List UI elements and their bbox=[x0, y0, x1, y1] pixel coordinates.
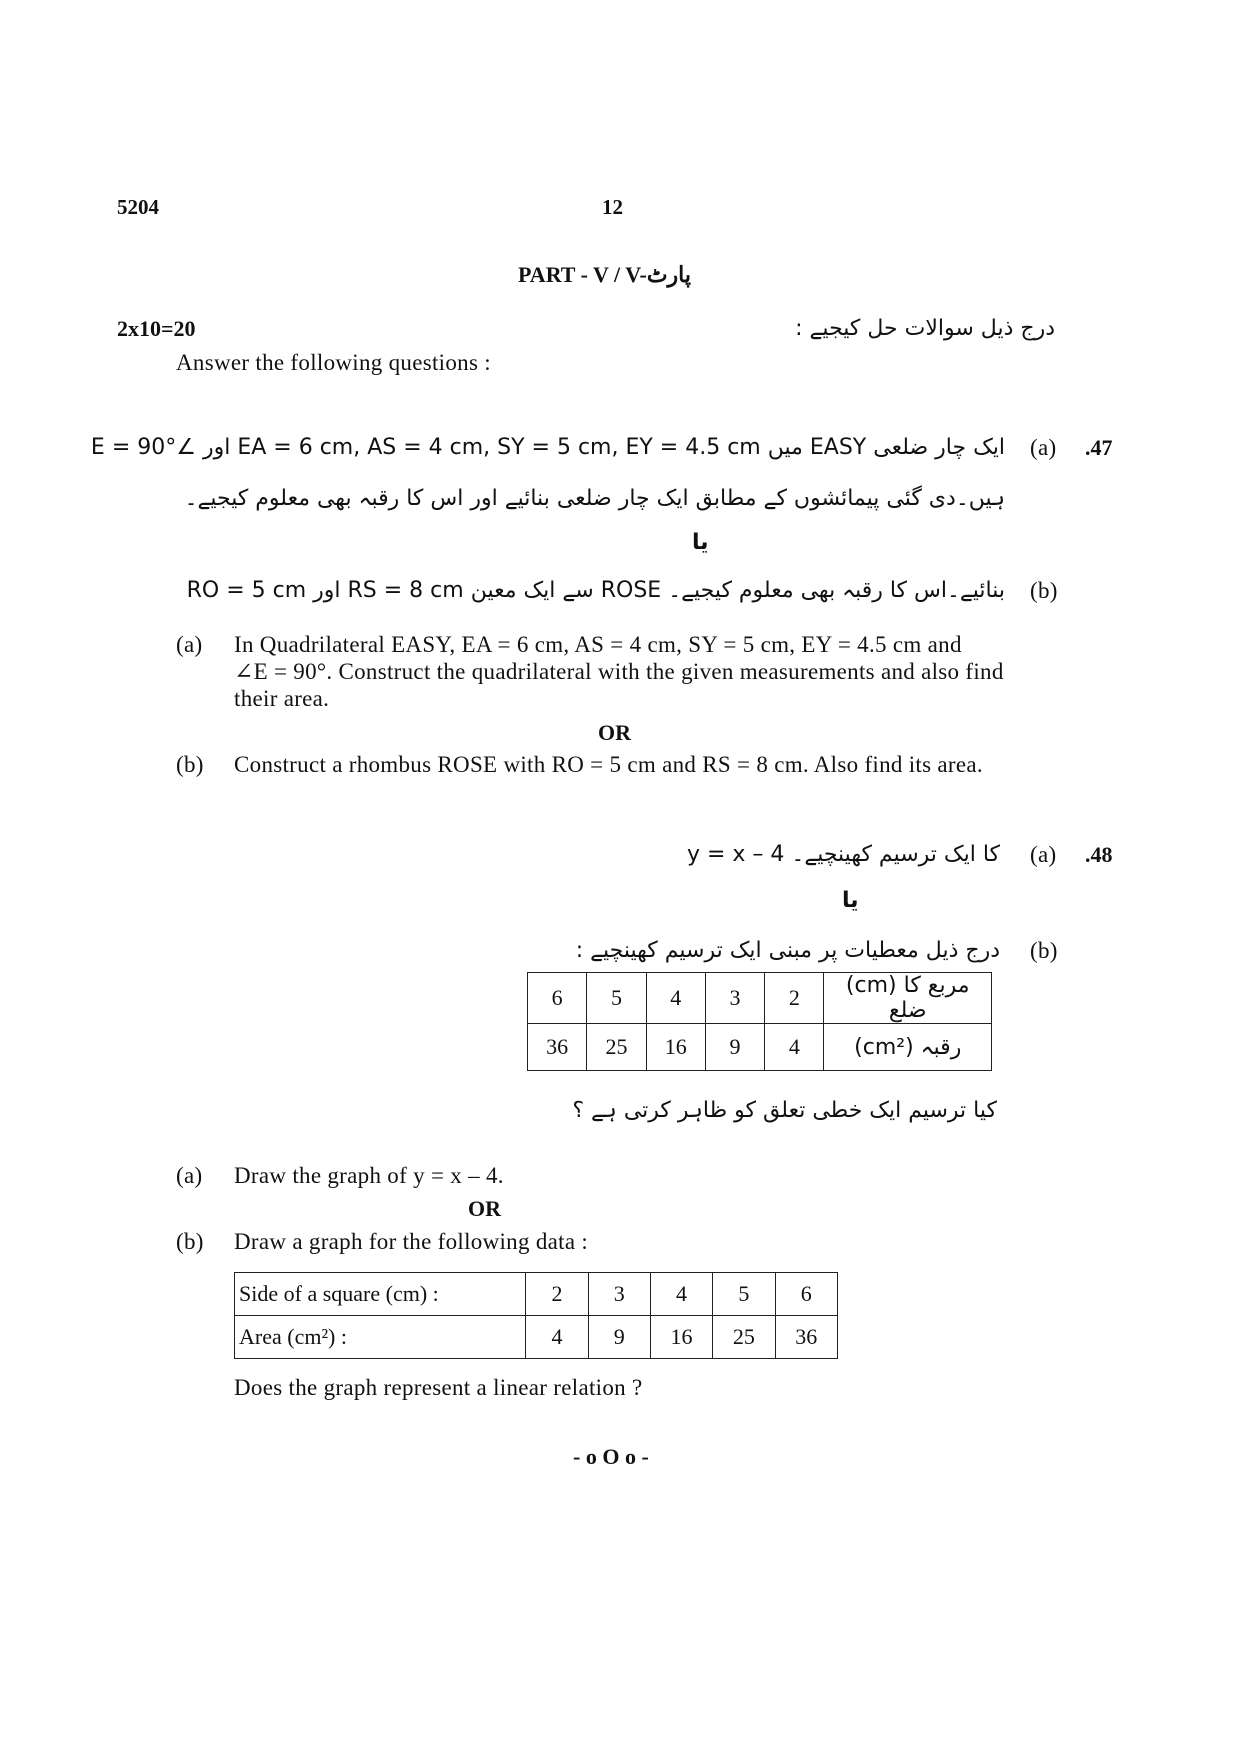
instruction-urdu: درج ذیل سوالات حل کیجیے : bbox=[795, 316, 1055, 341]
instruction-english: Answer the following questions : bbox=[176, 350, 491, 375]
q47-english-b-label: (b) bbox=[176, 752, 204, 777]
table-row-label: (cm) مربع کا ضلع bbox=[824, 973, 992, 1024]
table-row-label: (cm²) رقبہ bbox=[824, 1024, 992, 1071]
q48-english-b-label: (b) bbox=[176, 1229, 204, 1254]
q48-english-or: OR bbox=[468, 1196, 501, 1221]
english-data-table bbox=[234, 1272, 838, 1359]
table-cell: 5 bbox=[587, 973, 646, 1024]
q47-urdu-or: یا bbox=[692, 530, 709, 555]
table-cell: 36 bbox=[775, 1316, 837, 1359]
q48-number: .48 bbox=[1085, 842, 1113, 867]
q48-urdu-b-label: (b) bbox=[1030, 938, 1058, 963]
q47-number: .47 bbox=[1085, 435, 1113, 460]
q47-urdu-a-line1: ایک چار ضلعی EASY میں EA = 6 cm, AS = 4 cm, SY = 5 cm, EY = 4.5 cm اور ∠E = 90° bbox=[90, 435, 1005, 460]
table-cell: 25 bbox=[713, 1316, 775, 1359]
table-cell: 9 bbox=[705, 1024, 764, 1071]
table-cell: 16 bbox=[646, 1024, 705, 1071]
q48-english-a-label: (a) bbox=[176, 1163, 203, 1188]
table-row-label: Area (cm²) : bbox=[235, 1316, 526, 1359]
q47-urdu-b: RO = 5 cm اور RS = 8 cm سے ایک معین ROSE بنائیے۔اس کا رقبہ بھی معلوم کیجیے۔ bbox=[186, 578, 1005, 603]
marks: 2x10=20 bbox=[117, 316, 196, 341]
q47-english-a-line3: their area. bbox=[234, 686, 330, 711]
table-cell: 3 bbox=[588, 1273, 650, 1316]
table-cell: 6 bbox=[775, 1273, 837, 1316]
q47-urdu-a-line2: ہیں۔دی گئی پیمائشوں کے مطابق ایک چار ضلعی بنائیے اور اس کا رقبہ بھی معلوم کیجیے۔ bbox=[184, 486, 1005, 511]
q48-urdu-b: درج ذیل معطیات پر مبنی ایک ترسیم کھینچیے : bbox=[575, 938, 1000, 963]
table-row-label: Side of a square (cm) : bbox=[235, 1273, 526, 1316]
page-number: 12 bbox=[602, 195, 623, 219]
table-cell: 2 bbox=[765, 973, 824, 1024]
table-cell: 2 bbox=[526, 1273, 588, 1316]
urdu-data-table bbox=[527, 972, 992, 1071]
table-cell: 9 bbox=[588, 1316, 650, 1359]
table-cell: 4 bbox=[765, 1024, 824, 1071]
table-cell: 3 bbox=[705, 973, 764, 1024]
q47-english-a-label: (a) bbox=[176, 632, 203, 657]
part-title: PART - V / V-پارٹ bbox=[518, 262, 691, 287]
table-cell: 4 bbox=[646, 973, 705, 1024]
q47-urdu-b-label: (b) bbox=[1030, 578, 1058, 603]
q47-english-a-line2: ∠E = 90°. Construct the quadrilateral with the given measurements and also find bbox=[234, 659, 1004, 684]
table-cell: 25 bbox=[587, 1024, 646, 1071]
table-cell: 4 bbox=[650, 1273, 712, 1316]
q48-english-b: Draw a graph for the following data : bbox=[234, 1229, 589, 1254]
q48-urdu-question: کیا ترسیم ایک خطی تعلق کو ظاہر کرتی ہے ؟ bbox=[572, 1098, 997, 1123]
page-footer: - o O o - bbox=[573, 1444, 649, 1469]
q48-english-a: Draw the graph of y = x – 4. bbox=[234, 1163, 504, 1188]
q48-urdu-a-label: (a) bbox=[1030, 842, 1057, 867]
q47-urdu-a-label: (a) bbox=[1030, 435, 1057, 460]
q47-english-a-line1: In Quadrilateral EASY, EA = 6 cm, AS = 4 cm, SY = 5 cm, EY = 4.5 cm and bbox=[234, 632, 962, 657]
q47-english-b: Construct a rhombus ROSE with RO = 5 cm and RS = 8 cm. Also find its area. bbox=[234, 752, 983, 777]
table-cell: 6 bbox=[528, 973, 587, 1024]
q48-english-question: Does the graph represent a linear relation ? bbox=[234, 1375, 643, 1400]
table-cell: 36 bbox=[528, 1024, 587, 1071]
table-cell: 16 bbox=[650, 1316, 712, 1359]
table-cell: 5 bbox=[713, 1273, 775, 1316]
paper-code: 5204 bbox=[117, 195, 159, 219]
q48-urdu-or: یا bbox=[842, 888, 859, 913]
q47-english-or: OR bbox=[598, 720, 631, 745]
q48-urdu-a: y = x – 4 کا ایک ترسیم کھینچیے۔ bbox=[686, 842, 1000, 867]
table-cell: 4 bbox=[526, 1316, 588, 1359]
